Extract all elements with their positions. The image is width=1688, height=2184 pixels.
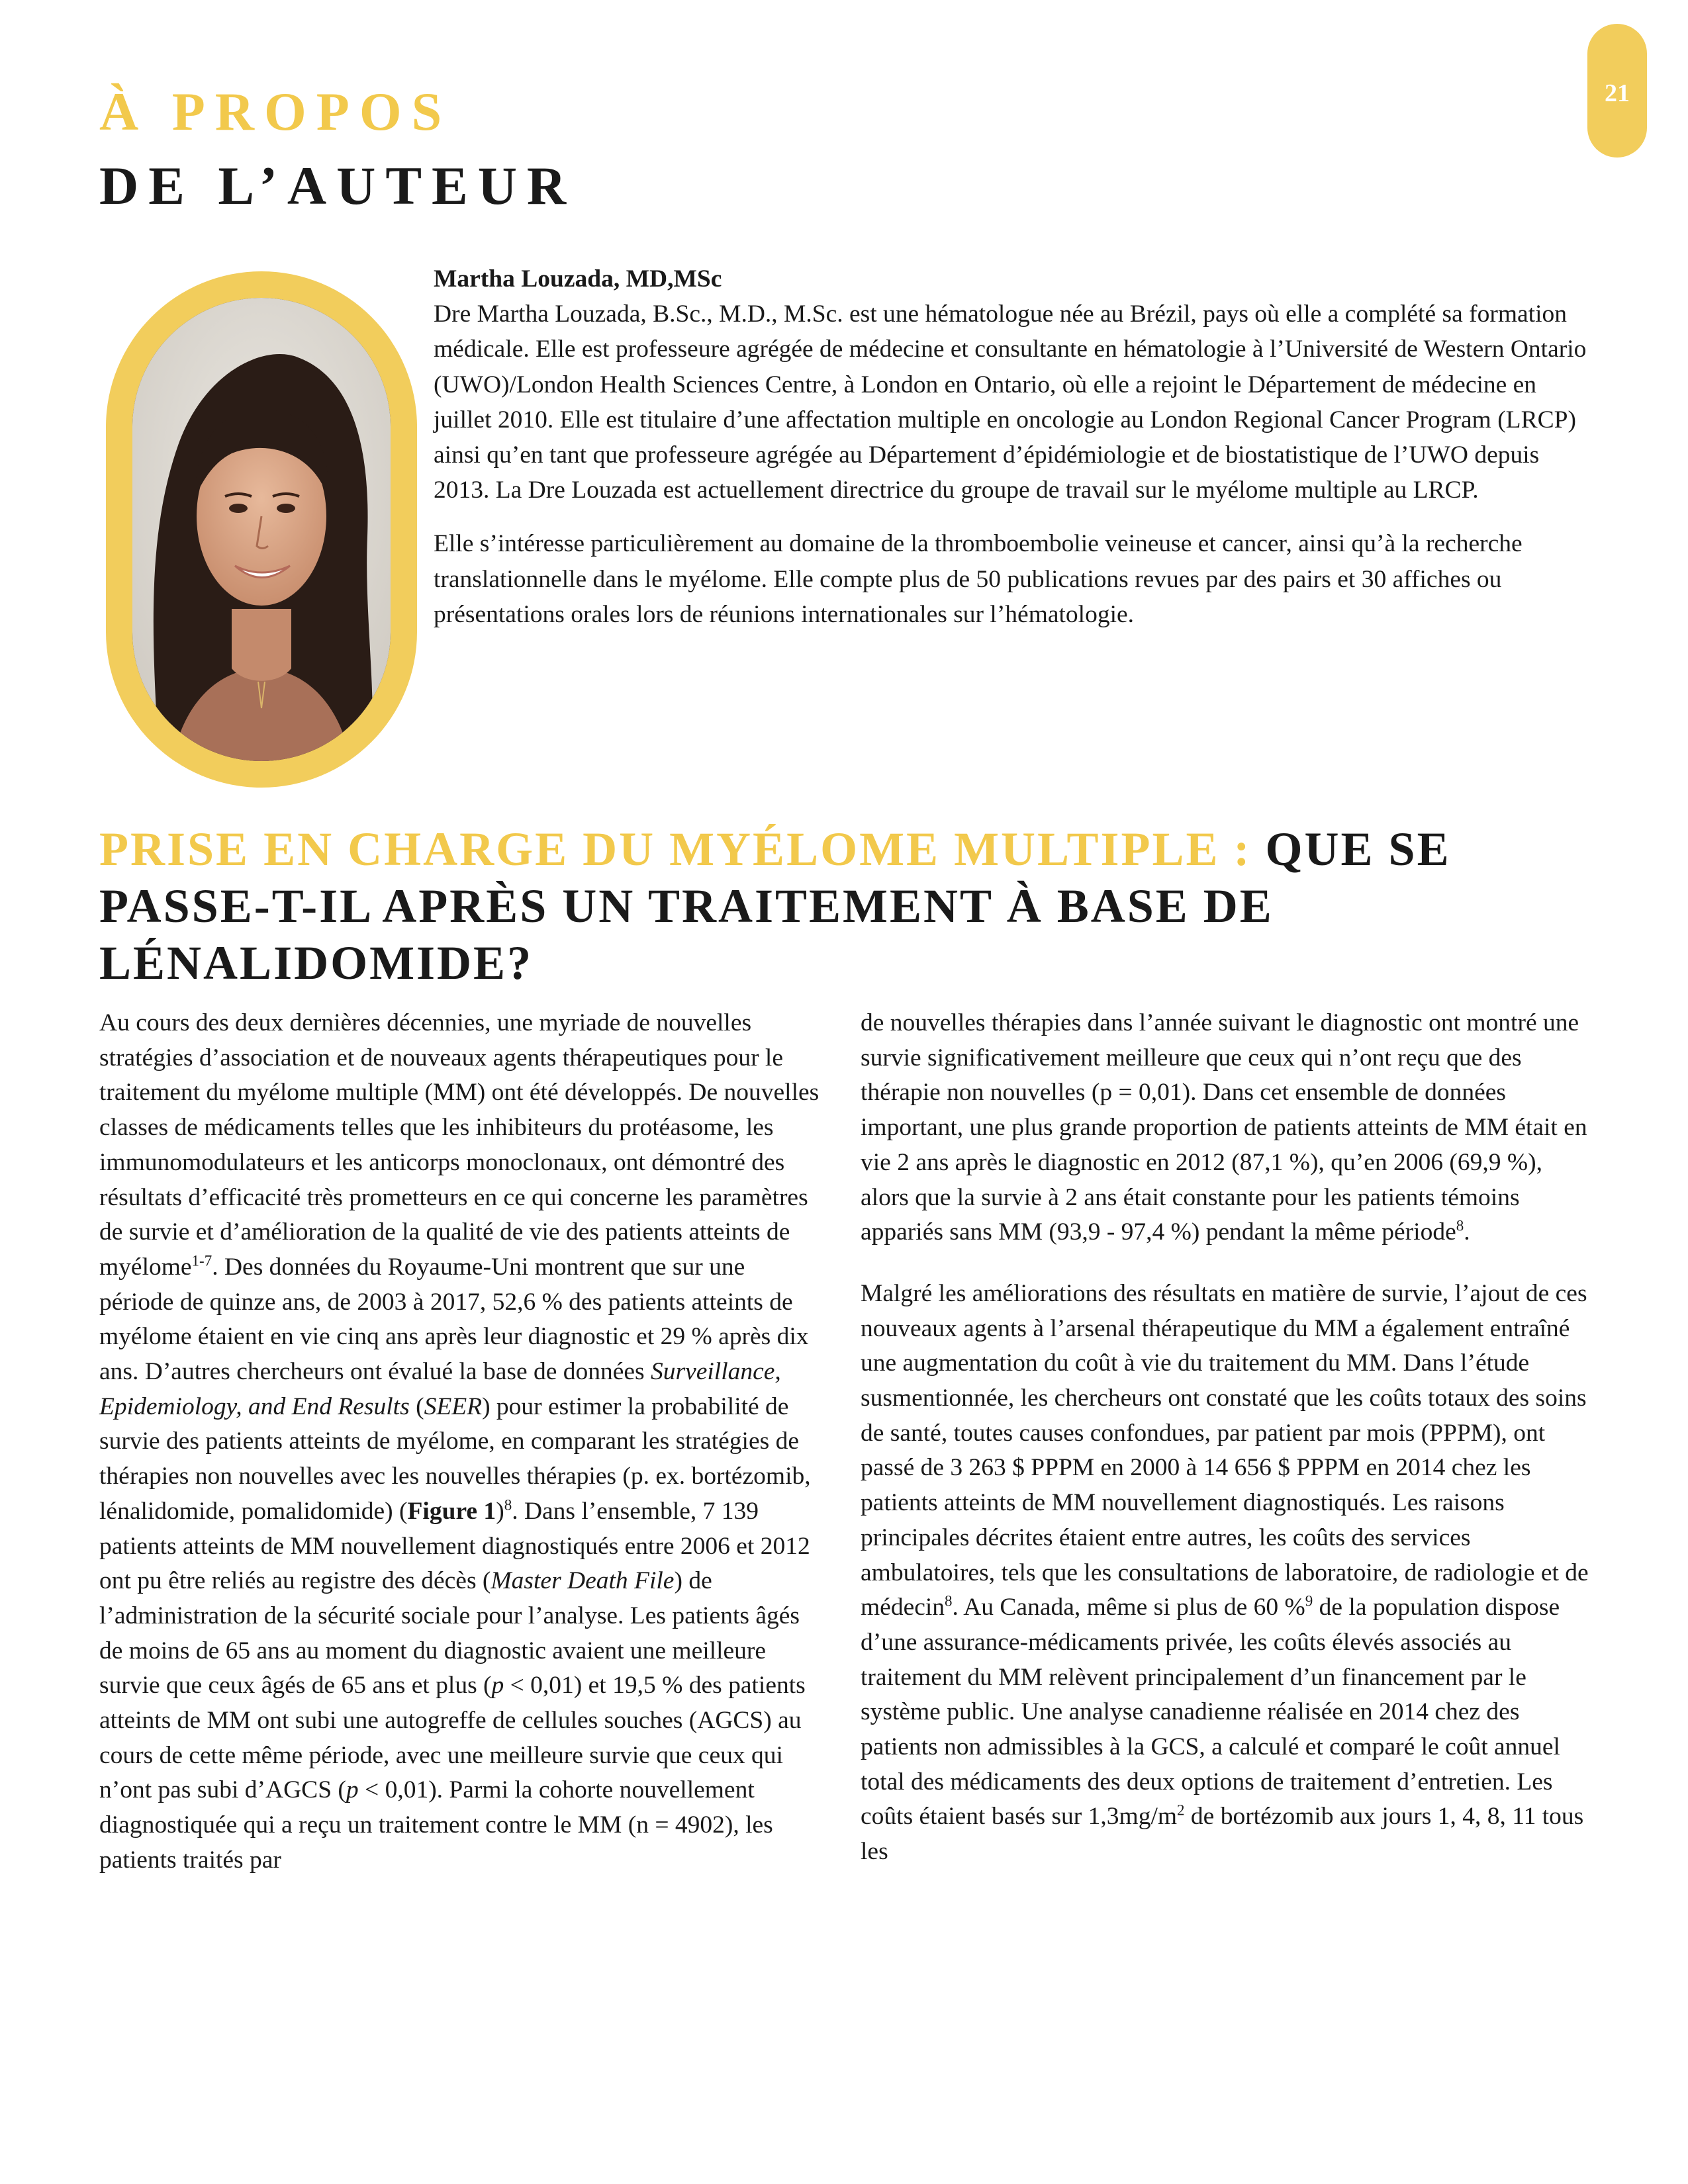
text-run: ) de l’administration de la sécurité sociale pour l’analyse. Les patients âgés de moins de 65 ans au moment du diagnostic avaient une meilleure survie que ceux âgés de 65 ans et plus (: [99, 1567, 800, 1700]
article-title-rest: QUE SE PASSE-T-IL APRÈS UN TRAITEMENT À BASE DE LÉNALIDOMIDE?: [99, 823, 1451, 989]
reference-superscript: 8: [945, 1592, 953, 1610]
text-run: de la population dispose d’une assurance-médicaments privée, les coûts élevés associés au traitement du MM relèvent principalement d’un financement par le système public. Une analyse canadienne réalisée en 2014 chez des patients non admissibles à la GCS, a calculé et comparé le coût annuel total des médicaments des deux options de traitement d’entretien. Les coûts étaient basés sur 1,3mg/m: [861, 1594, 1560, 1831]
italic-term: Surveillance, Epidemiology, and End Results: [99, 1358, 781, 1420]
text-run: . Dans l’ensemble, 7 139 patients atteints de MM nouvellement diagnostiqués entre 2006 et 2012 ont pu être reliés au registre des décès (: [99, 1497, 810, 1595]
article-paragraph-2: [861, 1006, 1589, 1250]
italic-term: Master Death File: [491, 1567, 675, 1595]
italic-term: SEER: [424, 1392, 483, 1420]
author-portrait: [132, 298, 391, 761]
text-run: de nouvelles thérapies dans l’année suivant le diagnostic ont montré une survie significativement meilleure que ceux qui n’ont reçu que des thérapie non nouvelles (p = 0,01). Dans cet ensemble de données important, une plus grande proportion de patients atteints de MM était en vie 2 ans après le diagnostic en 2012 (87,1 %), qu’en 2006 (69,9 %), alors que la survie à 2 ans était constante pour les patients témoins appariés sans MM (93,9 - 97,4 %) pendant la même période: [861, 1009, 1587, 1246]
author-bio: [434, 261, 1599, 651]
reference-superscript: 8: [1456, 1217, 1464, 1234]
reference-superscript: 9: [1305, 1592, 1313, 1610]
italic-term: p: [346, 1776, 359, 1804]
unit-superscript: 2: [1177, 1801, 1185, 1819]
italic-term: p: [491, 1672, 504, 1700]
article-column-left: [99, 1006, 821, 1905]
bio-paragraph-2: Elle s’intéresse particulièrement au domaine de la thromboembolie veineuse et cancer, ainsi qu’à la recherche translationnelle dans le myélome. Elle compte plus de 50 publications revues par des pairs et 30 affiches ou présentations orales lors de réunions internationales sur l’hématologie.: [434, 530, 1523, 628]
reference-superscript: 8: [504, 1496, 512, 1514]
text-run: . Au Canada, même si plus de 60 %: [952, 1594, 1305, 1621]
text-run: < 0,01). Parmi la cohorte nouvellement diagnostiquée qui a reçu un traitement contre le MM (n = 4902), les patients traités par: [99, 1776, 773, 1874]
section-heading: DE L’AUTEUR: [99, 156, 577, 216]
text-run: de bortézomib aux jours 1, 4, 8, 11 tous les: [861, 1803, 1584, 1866]
portrait-frame: [106, 271, 417, 788]
text-run: < 0,01) et 19,5 % des patients atteints de MM ont subi une autogreffe de cellules souches (AGCS) au cours de cette même période, avec une meilleure survie que ceux qui n’ont pas subi d’AGCS (: [99, 1672, 806, 1804]
article-paragraph-3: [861, 1277, 1589, 1870]
article-title-accent: PRISE EN CHARGE DU MYÉLOME MULTIPLE :: [99, 823, 1252, 876]
article-paragraph-1: [99, 1006, 821, 1878]
text-run: Au cours des deux dernières décennies, une myriade de nouvelles stratégies d’association et de nouveaux agents thérapeutiques pour le traitement du myélome multiple (MM) ont été développés. De nouvelles classes de médicaments telles que les inhibiteurs du protéasome, les immunomodulateurs et les anticorps monoclonaux, ont démontré des résultats d’efficacité très prometteurs en ce qui concerne les paramètres de survie et d’amélioration de la qualité de vie des patients atteints de myélome: [99, 1009, 820, 1281]
author-name: Martha Louzada, MD,MSc: [434, 265, 722, 293]
text-run: Malgré les améliorations des résultats en matière de survie, l’ajout de ces nouveaux agents à l’arsenal thérapeutique du MM a également entraîné une augmentation du coût à vie du traitement du MM. Dans l’étude susmentionnée, les chercheurs ont constaté que les coûts totaux des soins de santé, toutes causes confondues, par patient par mois (PPPM), ont passé de 3 263 $ PPPM en 2000 à 14 656 $ PPPM en 2014 chez les patients atteints de MM nouvellement diagnostiqués. Les raisons principales décrites étaient entre autres, les coûts des services ambulatoires, tels que les consultations de laboratoire, de radiologie et de médecin: [861, 1279, 1589, 1621]
text-run: ): [496, 1497, 504, 1525]
article-title: [99, 821, 1602, 991]
text-run: ) pour estimer la probabilité de survie des patients atteints de myélome, en comparant les stratégies de thérapies non nouvelles avec les nouvelles thérapies (p. ex. bortézomib, lénalidomide, pomalidomide) (: [99, 1392, 811, 1525]
figure-reference: Figure 1: [407, 1497, 496, 1525]
portrait-illustration: [132, 298, 391, 761]
reference-superscript: 1-7: [191, 1252, 212, 1269]
bio-paragraph-1: [434, 261, 1599, 508]
article-column-right: [861, 1006, 1589, 1896]
page-number: 21: [1605, 79, 1630, 107]
page-number-badge: [1587, 24, 1647, 158]
text-run: (: [409, 1392, 424, 1420]
text-run: .: [1464, 1218, 1470, 1246]
bio-text-1: Dre Martha Louzada, B.Sc., M.D., M.Sc. est une hématologue née au Brézil, pays où elle a complété sa formation médicale. Elle est professeure agrégée de médecine et consultante en hématologie à l’Université de Western Ontario (UWO)/London Health Sciences Centre, à London en Ontario, où elle a rejoint le Département de médecine en juillet 2010. Elle est titulaire d’une affectation multiple en oncologie au London Regional Cancer Program (LRCP) ainsi qu’en tant que professeure agrégée au Département d’épidémiologie et de biostatistique de l’UWO depuis 2013. La Dre Louzada est actuellement directrice du groupe de travail sur le myélome multiple au LRCP.: [434, 300, 1587, 504]
section-heading-accent: À PROPOS: [99, 81, 452, 142]
text-run: . Des données du Royaume-Uni montrent que sur une période de quinze ans, de 2003 à 2017, 52,6 % des patients atteints de myélome étaient en vie cinq ans après leur diagnostic et 29 % après dix ans. D’autres chercheurs ont évalué la base de données: [99, 1253, 809, 1386]
